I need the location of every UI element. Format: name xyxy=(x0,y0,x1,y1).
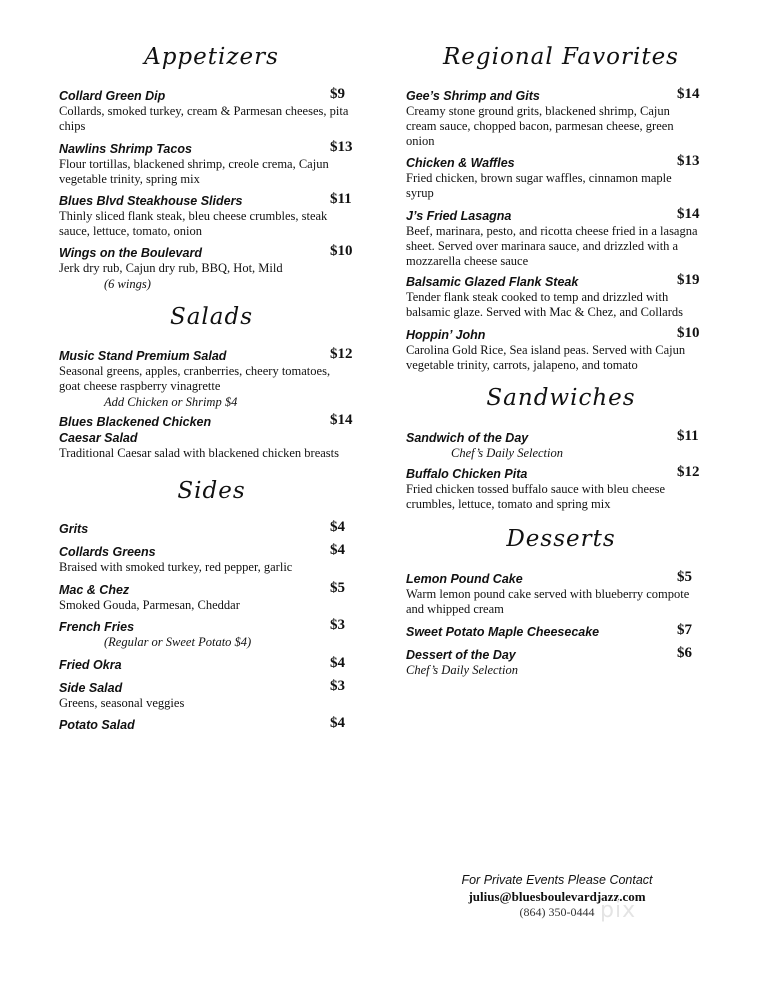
item-note: Chef’s Daily Selection xyxy=(406,663,519,677)
section-title-salads: Salads xyxy=(169,304,254,330)
menu-item xyxy=(59,679,359,711)
item-description: Collards, smoked turkey, cream & Parmesan cheeses, pita chips xyxy=(59,104,349,133)
item-price: $14 xyxy=(677,206,700,222)
item-name: Wings on the Boulevard xyxy=(59,246,202,260)
item-description: Thinly sliced flank steak, bleu cheese crumbles, steak sauce, lettuce, tomato, onion xyxy=(59,209,328,238)
item-price: $14 xyxy=(330,412,353,428)
item-price: $4 xyxy=(330,519,345,535)
item-price: $6 xyxy=(677,645,692,661)
menu-item xyxy=(406,273,706,320)
item-description: Fried chicken, brown sugar waffles, cinnamon maple syrup xyxy=(406,171,672,200)
item-price: $12 xyxy=(330,346,353,362)
section-title-regional-favorites: Regional Favorites xyxy=(442,44,679,70)
menu-item xyxy=(59,140,359,187)
item-description: Tender flank steak cooked to temp and drizzled with balsamic glaze. Served with Mac & Chez, and Collards xyxy=(406,290,684,319)
item-price: $13 xyxy=(330,139,353,155)
item-name: Sandwich of the Day xyxy=(406,431,529,445)
contact-email[interactable]: julius@bluesboulevardjazz.com xyxy=(468,889,646,904)
item-price: $4 xyxy=(330,715,345,731)
item-name: Buffalo Chicken Pita xyxy=(406,467,528,481)
item-price: $5 xyxy=(677,569,692,585)
contact-phone: (864) 350-0444 xyxy=(519,905,595,919)
item-name: Balsamic Glazed Flank Steak xyxy=(406,275,579,289)
item-name: Side Salad xyxy=(59,681,123,695)
menu-item xyxy=(59,244,359,292)
menu-item xyxy=(59,581,359,613)
item-description: Jerk dry rub, Cajun dry rub, BBQ, Hot, Mild xyxy=(59,261,283,275)
item-name: Blues Blvd Steakhouse Sliders xyxy=(59,194,243,208)
item-price: $4 xyxy=(330,655,345,671)
menu-item xyxy=(59,520,359,536)
menu-item xyxy=(406,154,706,201)
menu-item xyxy=(59,656,359,672)
menu-item xyxy=(406,207,706,269)
contact-footer xyxy=(430,872,684,920)
item-name: Music Stand Premium Salad xyxy=(59,349,227,363)
item-name: Sweet Potato Maple Cheesecake xyxy=(406,625,600,639)
item-description: Warm lemon pound cake served with blueberry compote and whipped cream xyxy=(406,587,690,616)
item-price: $19 xyxy=(677,272,700,288)
item-name: Hoppin’ John xyxy=(406,328,486,342)
contact-heading: For Private Events Please Contact xyxy=(461,873,653,887)
item-name: Chicken & Waffles xyxy=(406,156,515,170)
item-note: (Regular or Sweet Potato $4) xyxy=(104,635,252,649)
menu-item xyxy=(406,570,706,617)
item-description: Traditional Caesar salad with blackened chicken breasts xyxy=(59,446,340,460)
item-price: $11 xyxy=(330,191,352,207)
item-name: Gee’s Shrimp and Gits xyxy=(406,89,540,103)
item-price: $3 xyxy=(330,617,345,633)
item-price: $4 xyxy=(330,542,345,558)
item-name: Dessert of the Day xyxy=(406,648,516,662)
section-title-sandwiches: Sandwiches xyxy=(486,385,636,411)
item-description: Seasonal greens, apples, cranberries, cheery tomatoes, goat cheese raspberry vinagrette xyxy=(59,364,331,393)
item-note: Add Chicken or Shrimp $4 xyxy=(104,395,238,409)
item-price: $12 xyxy=(677,464,700,480)
item-price: $10 xyxy=(677,325,700,341)
item-description: Smoked Gouda, Parmesan, Cheddar xyxy=(59,598,240,612)
item-price: $5 xyxy=(330,580,345,596)
item-name: Nawlins Shrimp Tacos xyxy=(59,142,192,156)
item-price: $13 xyxy=(677,153,700,169)
watermark: pix xyxy=(600,898,637,923)
item-name: Fried Okra xyxy=(59,658,122,672)
section-title-desserts: Desserts xyxy=(506,526,616,552)
menu-item xyxy=(59,347,359,410)
item-price: $3 xyxy=(330,678,345,694)
menu-item xyxy=(59,618,359,650)
item-name: J’s Fried Lasagna xyxy=(406,209,512,223)
item-note: (6 wings) xyxy=(104,277,151,291)
menu-item xyxy=(406,326,706,373)
menu-item xyxy=(406,623,706,639)
item-name: Lemon Pound Cake xyxy=(406,572,523,586)
item-name: Mac & Chez xyxy=(59,583,130,597)
menu-item xyxy=(406,429,706,461)
item-description: Carolina Gold Rice, Sea island peas. Served with Cajun vegetable trinity, carrots, jalapeno, and tomato xyxy=(406,343,686,372)
menu-item xyxy=(59,192,359,239)
item-description: Braised with smoked turkey, red pepper, garlic xyxy=(59,560,293,574)
item-name: French Fries xyxy=(59,620,135,634)
item-description: Greens, seasonal veggies xyxy=(59,696,185,710)
menu-item xyxy=(59,87,359,134)
item-description: Fried chicken tossed buffalo sauce with bleu cheese crumbles, lettuce, tomato and spring mix xyxy=(406,482,666,511)
item-description: Creamy stone ground grits, blackened shrimp, Cajun cream sauce, chopped bacon, parmesan cheese, green onion xyxy=(406,104,674,148)
menu-item xyxy=(59,543,359,575)
menu-item xyxy=(406,646,706,678)
section-title-sides: Sides xyxy=(177,478,246,504)
menu-item xyxy=(406,465,706,512)
menu-item xyxy=(406,87,706,149)
menu-item xyxy=(59,413,359,461)
item-name: Collards Greens xyxy=(59,545,156,559)
item-price: $11 xyxy=(677,428,699,444)
item-name: Grits xyxy=(59,522,89,536)
item-name: Potato Salad xyxy=(59,718,135,732)
item-price: $10 xyxy=(330,243,353,259)
menu-item xyxy=(59,716,359,732)
item-name-line2: Caesar Salad xyxy=(59,431,138,445)
item-description: Flour tortillas, blackened shrimp, creole crema, Cajun vegetable trinity, spring mix xyxy=(59,157,329,186)
section-title-appetizers: Appetizers xyxy=(144,44,279,70)
item-price: $9 xyxy=(330,86,345,102)
item-description: Beef, marinara, pesto, and ricotta cheese fried in a lasagna sheet. Served over marinara sauce, and drizzled with a mozzarella cheese sauce xyxy=(406,224,698,268)
item-name: Blues Blackened Chicken xyxy=(59,415,212,429)
item-price: $14 xyxy=(677,86,700,102)
item-note: Chef’s Daily Selection xyxy=(451,446,564,460)
item-name: Collard Green Dip xyxy=(59,89,166,103)
item-price: $7 xyxy=(677,622,692,638)
